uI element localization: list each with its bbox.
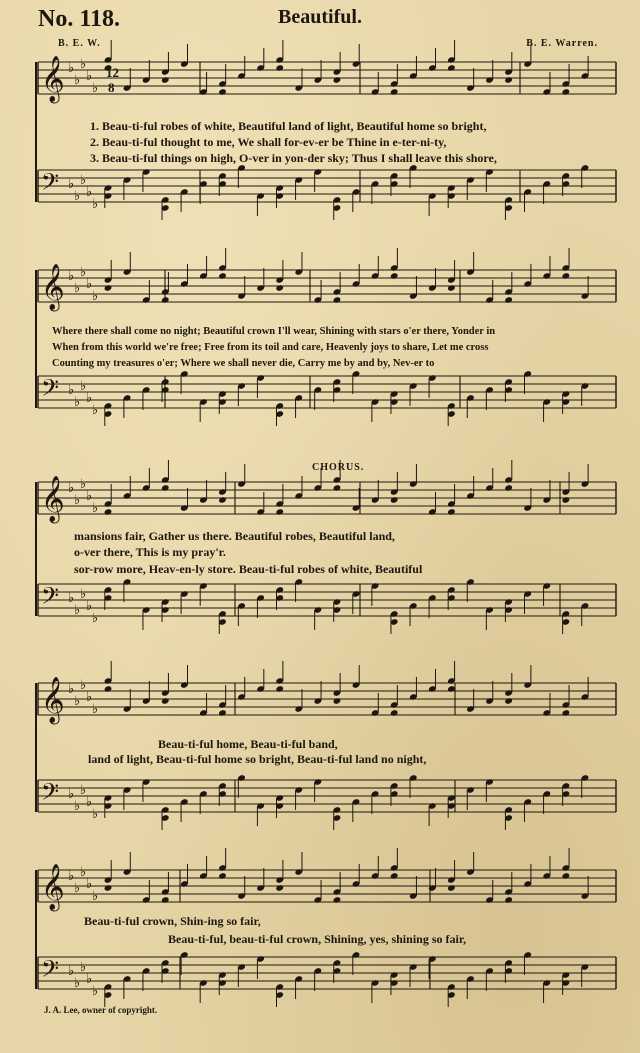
flat-sign: ♭ (74, 73, 81, 88)
verse2-line-s2: When from this world we're free; Free from its toil and care, Heavenly joys to share, Let me cross (52, 342, 489, 353)
flat-sign: ♭ (74, 493, 81, 508)
note-head (275, 64, 284, 72)
flat-sign: ♭ (68, 269, 75, 284)
note-head (104, 284, 113, 292)
flat-sign: ♭ (80, 57, 87, 72)
flat-sign: ♭ (86, 599, 93, 614)
flat-sign: ♭ (86, 972, 93, 987)
flat-sign: ♭ (92, 984, 99, 999)
bass-clef: 𝄢 (41, 955, 60, 988)
flat-sign: ♭ (74, 281, 81, 296)
chorus-line2-s4: land of light, Beau-ti-ful home so bright, Beau-ti-ful land no night, (88, 752, 427, 766)
chorus-line1-s5: Beau-ti-ful crown, Shin-ing so fair, (84, 914, 261, 928)
flat-sign: ♭ (68, 177, 75, 192)
treble-clef: 𝄞 (41, 56, 65, 102)
flat-sign: ♭ (68, 61, 75, 76)
note-head (161, 296, 170, 304)
flat-sign: ♭ (80, 678, 87, 693)
flat-sign: ♭ (92, 501, 99, 516)
hymn-number: No. 118. (38, 6, 121, 32)
note-head (390, 709, 399, 717)
note-head (104, 884, 113, 892)
verse2-line-s3: o-ver there, This is my pray'r. (74, 545, 226, 559)
verse3-line-s2: Counting my treasures o'er; Where we shall never die, Carry me by and by, Nev-er to (52, 358, 435, 369)
flat-sign: ♭ (80, 265, 87, 280)
flat-sign: ♭ (68, 964, 75, 979)
lyricist-credit: B. E. W. (58, 38, 101, 49)
verse1-line-s2: Where there shall come no night; Beautiful crown I'll wear, Shining with stars o'er there, Yonder in (52, 326, 496, 337)
note-head (562, 709, 571, 717)
chorus-line2-s5: Beau-ti-ful, beau-ti-ful crown, Shining, yes, shining so fair, (168, 932, 467, 946)
flat-sign: ♭ (92, 289, 99, 304)
flat-sign: ♭ (80, 865, 87, 880)
flat-sign: ♭ (68, 591, 75, 606)
note-head (275, 508, 284, 516)
flat-sign: ♭ (68, 682, 75, 697)
verse3-line-s1: 3. Beau-ti-ful things on high, O-ver in yon-der sky; Thus I shall leave this shore, (90, 151, 497, 165)
note-head (218, 88, 227, 96)
flat-sign: ♭ (86, 489, 93, 504)
note-head (390, 872, 399, 880)
note-head (333, 697, 342, 705)
flat-sign: ♭ (86, 877, 93, 892)
flat-sign: ♭ (92, 889, 99, 904)
time-signature-treble: 12 (106, 65, 119, 80)
treble-clef: 𝄞 (41, 476, 65, 522)
note-head (447, 508, 456, 516)
note-head (275, 685, 284, 693)
time-signature-treble: 8 (108, 80, 115, 95)
note-head (447, 284, 456, 292)
treble-clef: 𝄞 (41, 264, 65, 310)
flat-sign: ♭ (80, 379, 87, 394)
flat-sign: ♭ (68, 481, 75, 496)
note-head (562, 872, 571, 880)
note-head (161, 697, 170, 705)
verse1-line-s1: 1. Beau-ti-ful robes of white, Beautiful land of light, Beautiful home so bright, (90, 119, 487, 133)
note-head (333, 296, 342, 304)
flat-sign: ♭ (86, 185, 93, 200)
note-head (504, 896, 513, 904)
flat-sign: ♭ (86, 391, 93, 406)
note-head (447, 884, 456, 892)
flat-sign: ♭ (92, 702, 99, 717)
note-head (161, 896, 170, 904)
note-head (161, 76, 170, 84)
note-head (504, 76, 513, 84)
flat-sign: ♭ (86, 69, 93, 84)
bass-clef: 𝄢 (41, 374, 60, 407)
flat-sign: ♭ (68, 787, 75, 802)
flat-sign: ♭ (74, 799, 81, 814)
note-head (447, 64, 456, 72)
note-head (447, 685, 456, 693)
composer-credit: B. E. Warren. (526, 38, 598, 49)
note-head (504, 296, 513, 304)
flat-sign: ♭ (80, 477, 87, 492)
treble-clef: 𝄞 (41, 864, 65, 910)
verse3-line-s3: sor-row more, Heav-en-ly store. Beau-ti-ful robes of white, Beautiful (74, 562, 423, 576)
flat-sign: ♭ (92, 807, 99, 822)
flat-sign: ♭ (80, 587, 87, 602)
chorus-line1-s4: Beau-ti-ful home, Beau-ti-ful band, (158, 737, 338, 751)
bass-clef: 𝄢 (41, 168, 60, 201)
note-head (562, 272, 571, 280)
flat-sign: ♭ (68, 383, 75, 398)
hymn-title: Beautiful. (278, 6, 362, 28)
flat-sign: ♭ (86, 690, 93, 705)
flat-sign: ♭ (86, 795, 93, 810)
note-head (390, 88, 399, 96)
note-head (104, 685, 113, 693)
flat-sign: ♭ (74, 694, 81, 709)
verse2-line-s1: 2. Beau-ti-ful thought to me, We shall for-ev-er be Thine in e-ter-ni-ty, (90, 135, 447, 149)
note-head (161, 484, 170, 492)
bass-clef: 𝄢 (41, 778, 60, 811)
flat-sign: ♭ (74, 189, 81, 204)
flat-sign: ♭ (92, 197, 99, 212)
verse1-line-s3: mansions fair, Gather us there. Beautiful robes, Beautiful land, (74, 529, 395, 543)
flat-sign: ♭ (74, 976, 81, 991)
note-head (390, 496, 399, 504)
note-head (333, 76, 342, 84)
flat-sign: ♭ (68, 869, 75, 884)
flat-sign: ♭ (86, 277, 93, 292)
note-head (275, 884, 284, 892)
note-head (333, 484, 342, 492)
note-head (504, 697, 513, 705)
note-head (333, 896, 342, 904)
treble-clef: 𝄞 (41, 677, 65, 723)
flat-sign: ♭ (80, 960, 87, 975)
note-head (218, 496, 227, 504)
note-head (390, 272, 399, 280)
note-head (104, 508, 113, 516)
flat-sign: ♭ (74, 603, 81, 618)
flat-sign: ♭ (92, 403, 99, 418)
note-head (562, 496, 571, 504)
copyright-footer: J. A. Lee, owner of copyright. (44, 1005, 158, 1015)
note-head (218, 709, 227, 717)
flat-sign: ♭ (80, 783, 87, 798)
note-head (218, 272, 227, 280)
bass-clef: 𝄢 (41, 582, 60, 615)
flat-sign: ♭ (92, 81, 99, 96)
note-head (218, 872, 227, 880)
flat-sign: ♭ (74, 395, 81, 410)
chorus-label: CHORUS. (312, 462, 365, 473)
flat-sign: ♭ (74, 881, 81, 896)
flat-sign: ♭ (80, 173, 87, 188)
flat-sign: ♭ (92, 611, 99, 626)
note-head (562, 88, 571, 96)
note-head (504, 484, 513, 492)
note-head (275, 284, 284, 292)
